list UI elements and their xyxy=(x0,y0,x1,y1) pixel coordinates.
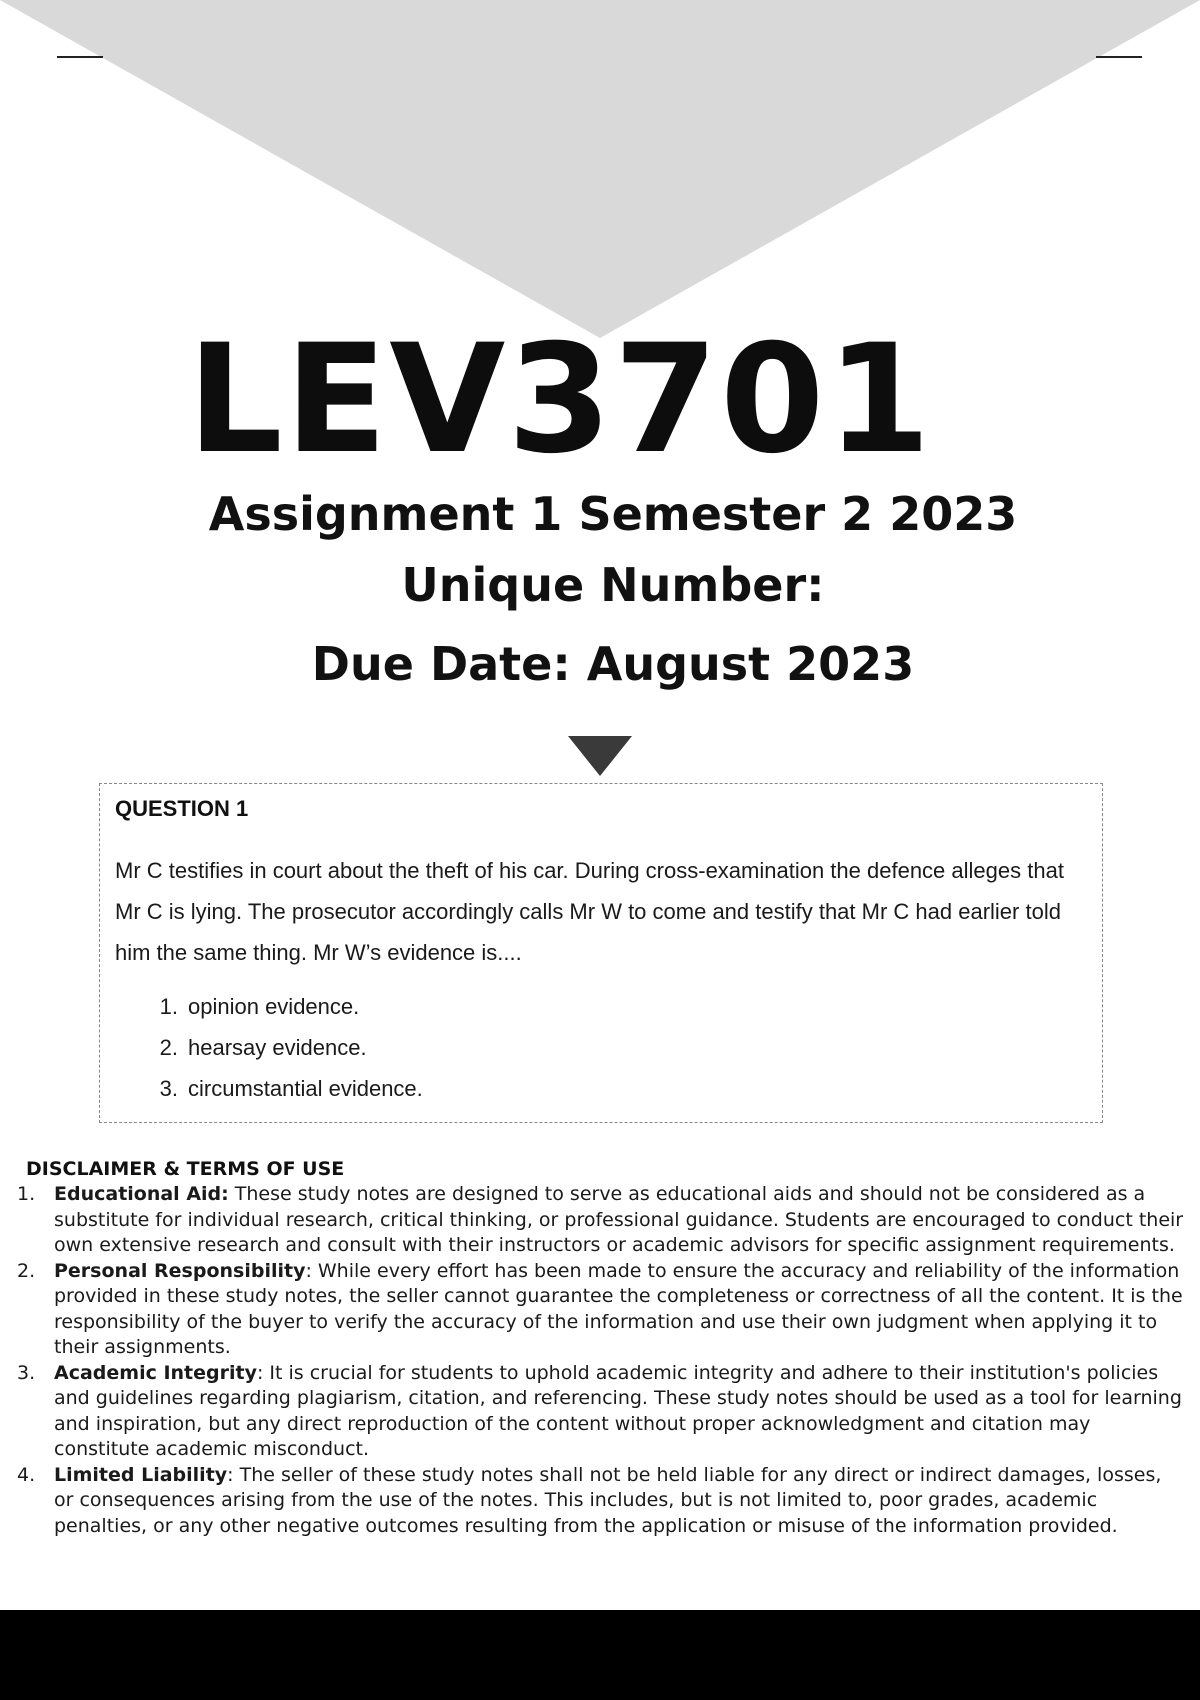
disclaimer-item-term: Personal Responsibility xyxy=(54,1259,306,1282)
question-box xyxy=(99,783,1103,1123)
down-triangle-icon xyxy=(568,736,632,776)
question-title: QUESTION 1 xyxy=(115,796,249,821)
option-number: 3. xyxy=(159,1076,178,1101)
disclaimer-item-number: 4. xyxy=(17,1463,36,1486)
due-date-line: Due Date: August 2023 xyxy=(311,637,915,691)
disclaimer-item-number: 3. xyxy=(17,1361,36,1384)
disclaimer-item-term: Academic Integrity xyxy=(54,1361,257,1384)
option-number: 1. xyxy=(159,994,178,1019)
question-text: Mr C testifies in court about the theft of his car. During cross-examination the defence alleges that Mr C is lying. The prosecutor accordingly calls Mr W to come and testify that Mr C had earlier told him the same thing. Mr W’s evidence is.... xyxy=(115,858,1064,965)
disclaimer-list xyxy=(0,1182,1200,1539)
disclaimer-item-number: 2. xyxy=(17,1259,36,1282)
disclaimer-item-term: Limited Liability xyxy=(54,1463,228,1486)
disclaimer-title: DISCLAIMER & TERMS OF USE xyxy=(26,1158,345,1180)
question-option xyxy=(140,986,423,1027)
question-options xyxy=(140,986,423,1109)
disclaimer-item-text: These study notes are designed to serve as educational aids and should not be considered as a substitute for individual research, critical thinking, or professional guidance. Students are encouraged to conduct their own extensive research and consult with their instructors or academic advisors for specific assignment requirements. xyxy=(54,1183,1184,1256)
assignment-line: Assignment 1 Semester 2 2023 xyxy=(208,487,1018,541)
disclaimer-item-text: : It is crucial for students to uphold academic integrity and adhere to their institution's policies and guidelines regarding plagiarism, citation, and referencing. These study notes should be used as a tool for learning and inspiration, but any direct reproduction of the content without proper acknowledgment and citation may constitute academic misconduct. xyxy=(54,1361,1182,1460)
disclaimer-item-term: Educational Aid: xyxy=(54,1183,229,1205)
option-text: circumstantial evidence. xyxy=(188,1076,423,1101)
disclaimer-item-text: : While every effort has been made to ensure the accuracy and reliability of the information provided in these study notes, the seller cannot guarantee the completeness or correctness of all the content. It is the responsibility of the buyer to verify the accuracy of the information and use their own judgment when applying it to their assignments. xyxy=(54,1259,1183,1358)
question-option xyxy=(140,1027,423,1068)
disclaimer-item-number: 1. xyxy=(17,1183,36,1205)
corner-rule-right xyxy=(1096,56,1142,58)
top-chevron-decoration xyxy=(0,0,1200,340)
bottom-black-bar xyxy=(0,1610,1200,1700)
disclaimer-item-text: : The seller of these study notes shall not be held liable for any direct or indirect damages, losses, or consequences arising from the use of the notes. This includes, but is not limited to, poor grades, academic penalties, or any other negative outcomes resulting from the application or misuse of the information provided. xyxy=(54,1463,1162,1537)
course-code-title: LEV3701 xyxy=(187,313,933,487)
disclaimer-item xyxy=(0,1182,1200,1259)
option-text: hearsay evidence. xyxy=(188,1035,367,1060)
option-number: 2. xyxy=(159,1035,178,1060)
unique-number-line: Unique Number: xyxy=(401,558,825,612)
disclaimer-item xyxy=(0,1259,1200,1361)
option-text: opinion evidence. xyxy=(188,994,360,1019)
disclaimer-item xyxy=(0,1361,1200,1463)
question-option xyxy=(140,1068,423,1109)
chevron-shape xyxy=(0,0,1200,338)
corner-rule-left xyxy=(57,56,103,58)
disclaimer-item xyxy=(0,1463,1200,1540)
